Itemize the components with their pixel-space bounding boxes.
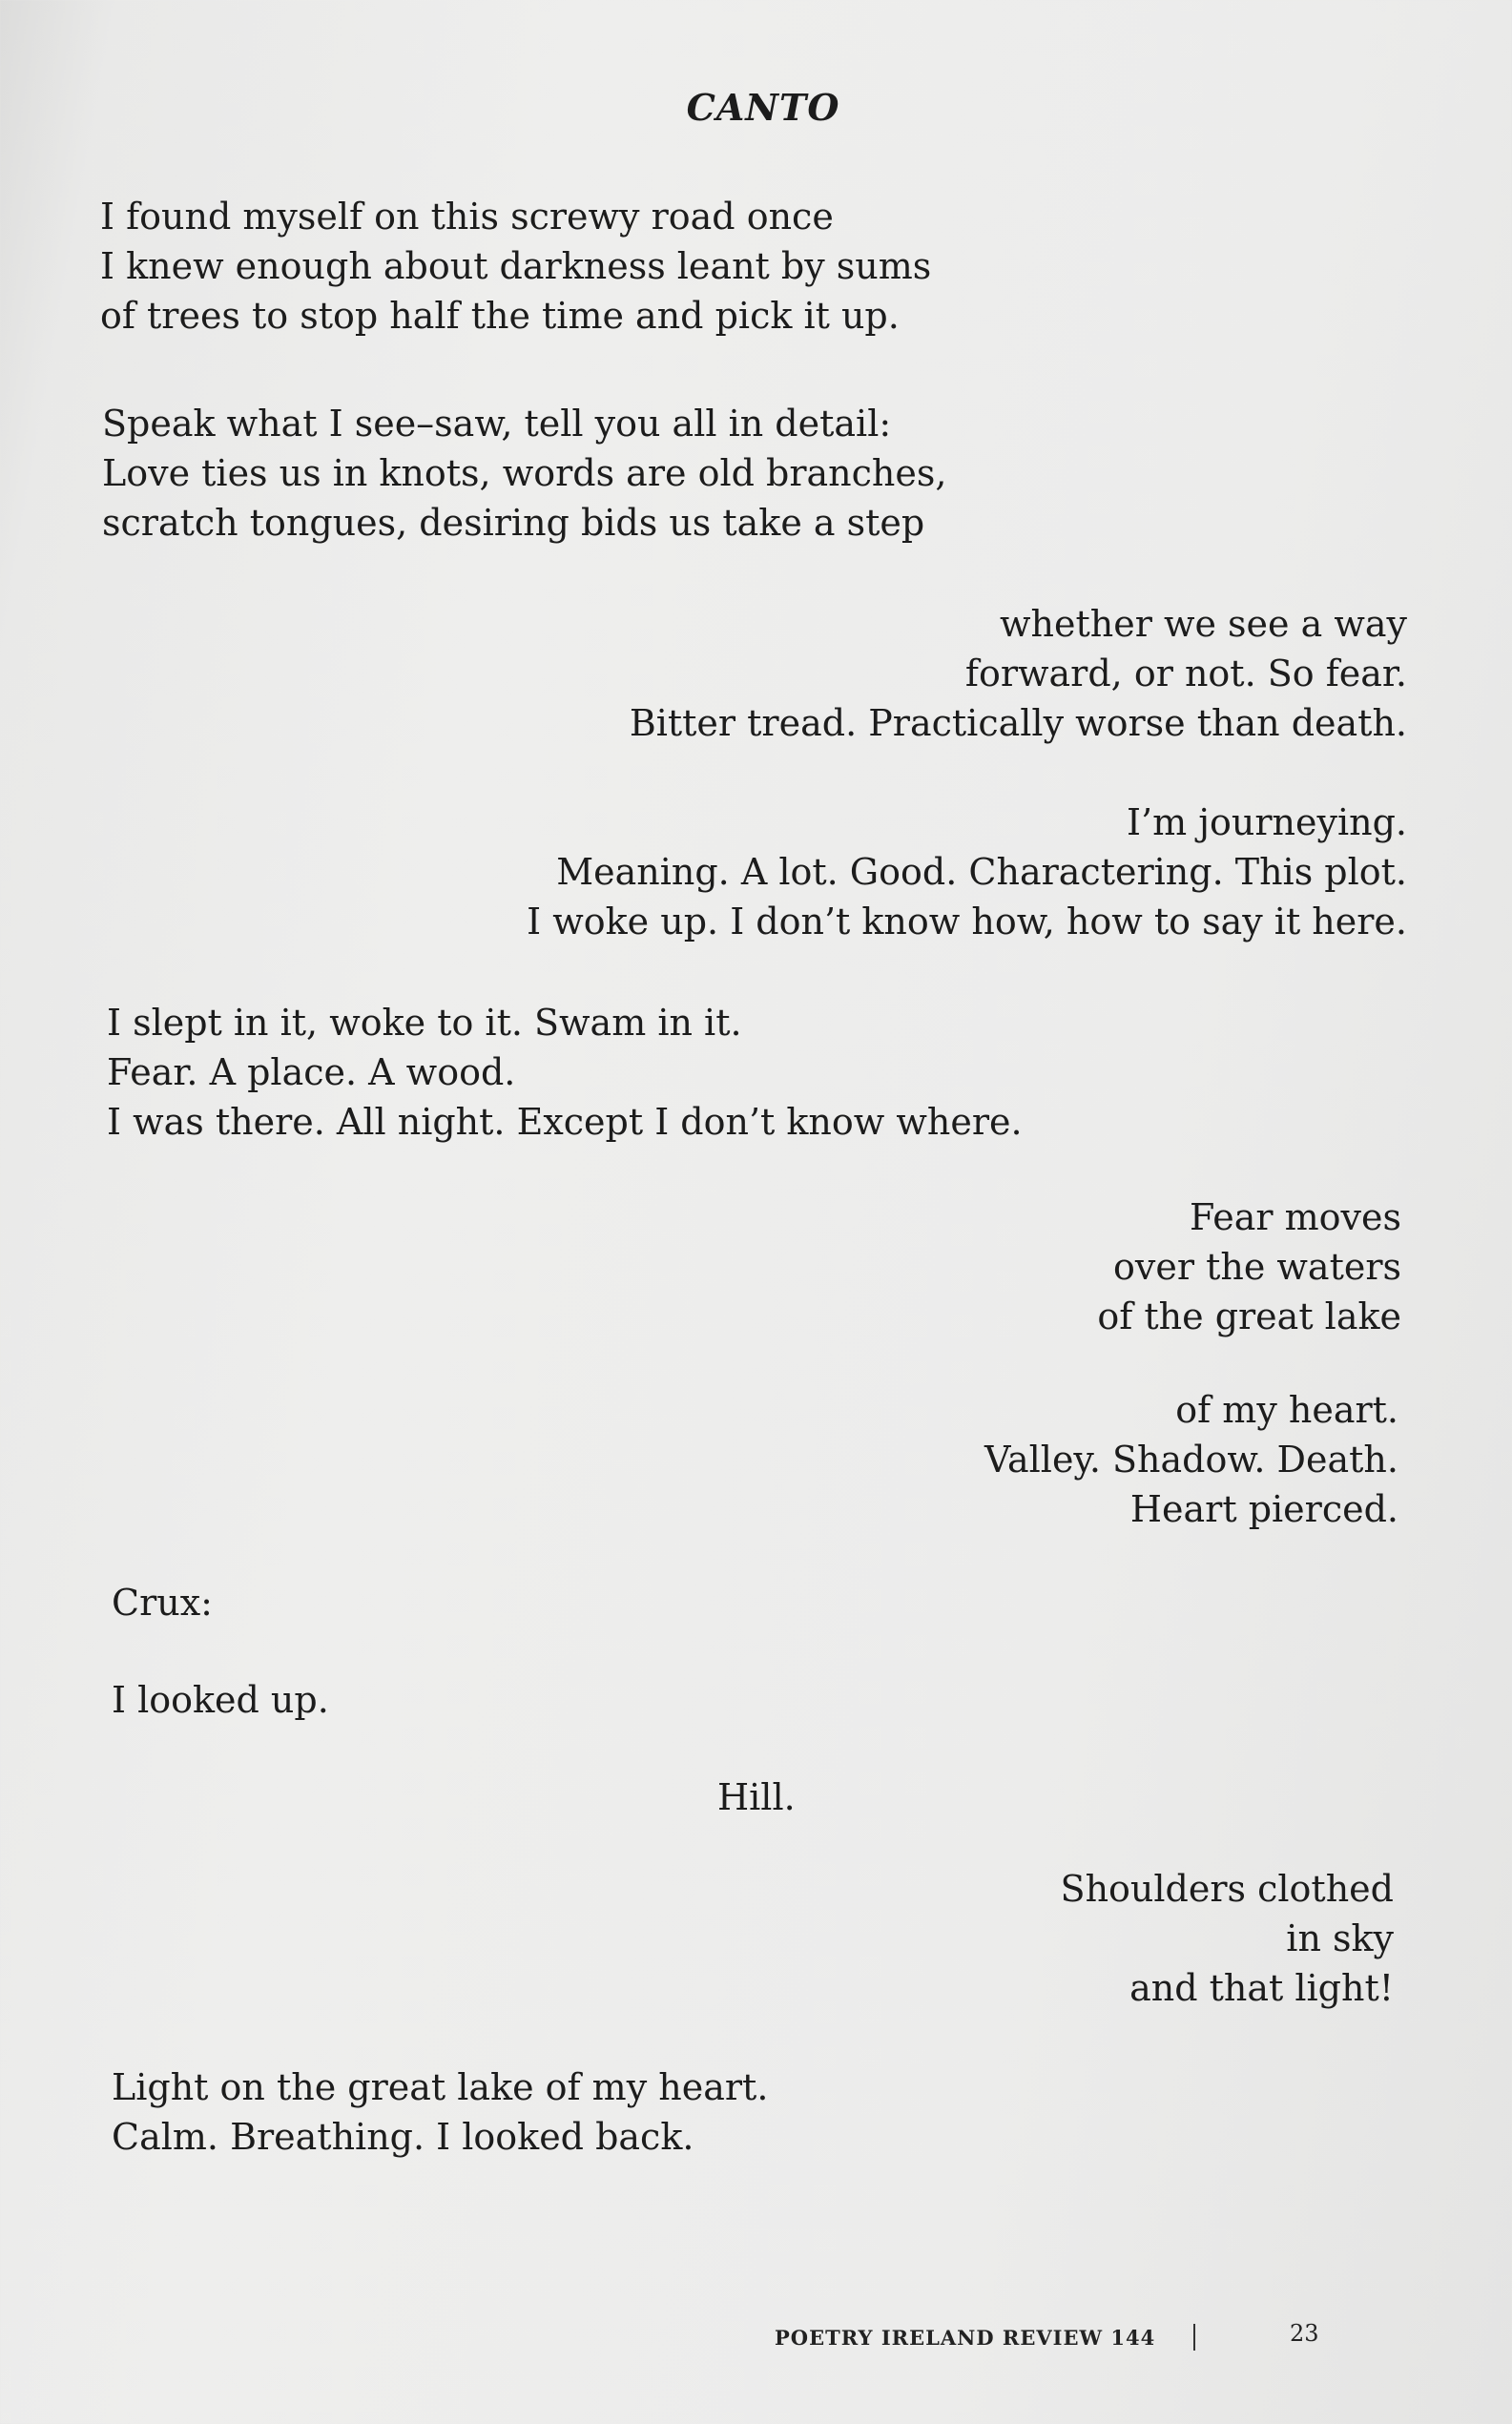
poem-line: and that light! — [1129, 1967, 1394, 2009]
stanza-1 — [100, 192, 931, 341]
poem-line: Crux: — [112, 1582, 213, 1624]
poem-line: Fear moves — [1189, 1196, 1401, 1238]
stanza-12 — [112, 2062, 768, 2162]
poem-line: Hill. — [717, 1776, 796, 1818]
poem-line: whether we see a way — [1000, 603, 1407, 645]
poem-line: of my heart. — [1175, 1389, 1398, 1431]
poem-line: over the waters — [1113, 1246, 1401, 1288]
stanza-2 — [102, 399, 946, 548]
poem-line: of trees to stop half the time and pick it up. — [100, 295, 900, 337]
stanza-7 — [984, 1385, 1398, 1534]
poem-line: Light on the great lake of my heart. — [112, 2066, 769, 2108]
stanza-9 — [112, 1675, 329, 1725]
poem-title: CANTO — [686, 86, 840, 129]
poem-line: Fear. A place. A wood. — [107, 1051, 516, 1093]
poem-line: Speak what I see–saw, tell you all in detail: — [102, 403, 892, 445]
poem-line: I woke up. I don’t know how, how to say it here. — [527, 901, 1407, 943]
poem-line: I’m journeying. — [1127, 801, 1407, 843]
stanza-3 — [630, 599, 1407, 748]
poem-line: I was there. All night. Except I don’t know where. — [107, 1101, 1023, 1143]
stanza-4 — [527, 798, 1407, 946]
stanza-11 — [1061, 1864, 1394, 2013]
stanza-5 — [107, 998, 1023, 1147]
poem-line: I slept in it, woke to it. Swam in it. — [107, 1002, 742, 1044]
stanza-6 — [1097, 1192, 1401, 1341]
poem-line: in sky — [1286, 1917, 1394, 1959]
poem-line: Love ties us in knots, words are old branches, — [102, 452, 947, 494]
poem-line: Bitter tread. Practically worse than death. — [629, 702, 1407, 744]
poem-line: I found myself on this screwy road once — [100, 196, 834, 238]
stanza-8 — [112, 1578, 213, 1627]
poem-line: Meaning. A lot. Good. Charactering. This plot. — [556, 851, 1407, 893]
poem-line: I knew enough about darkness leant by sums — [100, 245, 932, 287]
poem-line: Heart pierced. — [1129, 1488, 1398, 1530]
poem-line: scratch tongues, desiring bids us take a step — [102, 502, 925, 544]
footer-divider — [1193, 2324, 1195, 2351]
poem-line: I looked up. — [112, 1679, 329, 1721]
poem-line: Valley. Shadow. Death. — [984, 1439, 1398, 1481]
journal-title: POETRY IRELAND REVIEW 144 — [775, 2326, 1156, 2350]
poem-line: of the great lake — [1097, 1295, 1401, 1337]
poem-line: Calm. Breathing. I looked back. — [112, 2116, 694, 2158]
poem-line: Shoulders clothed — [1060, 1868, 1394, 1910]
poem-line: forward, or not. So fear. — [964, 653, 1407, 694]
page-number: 23 — [1290, 2320, 1319, 2347]
stanza-10 — [717, 1772, 796, 1822]
